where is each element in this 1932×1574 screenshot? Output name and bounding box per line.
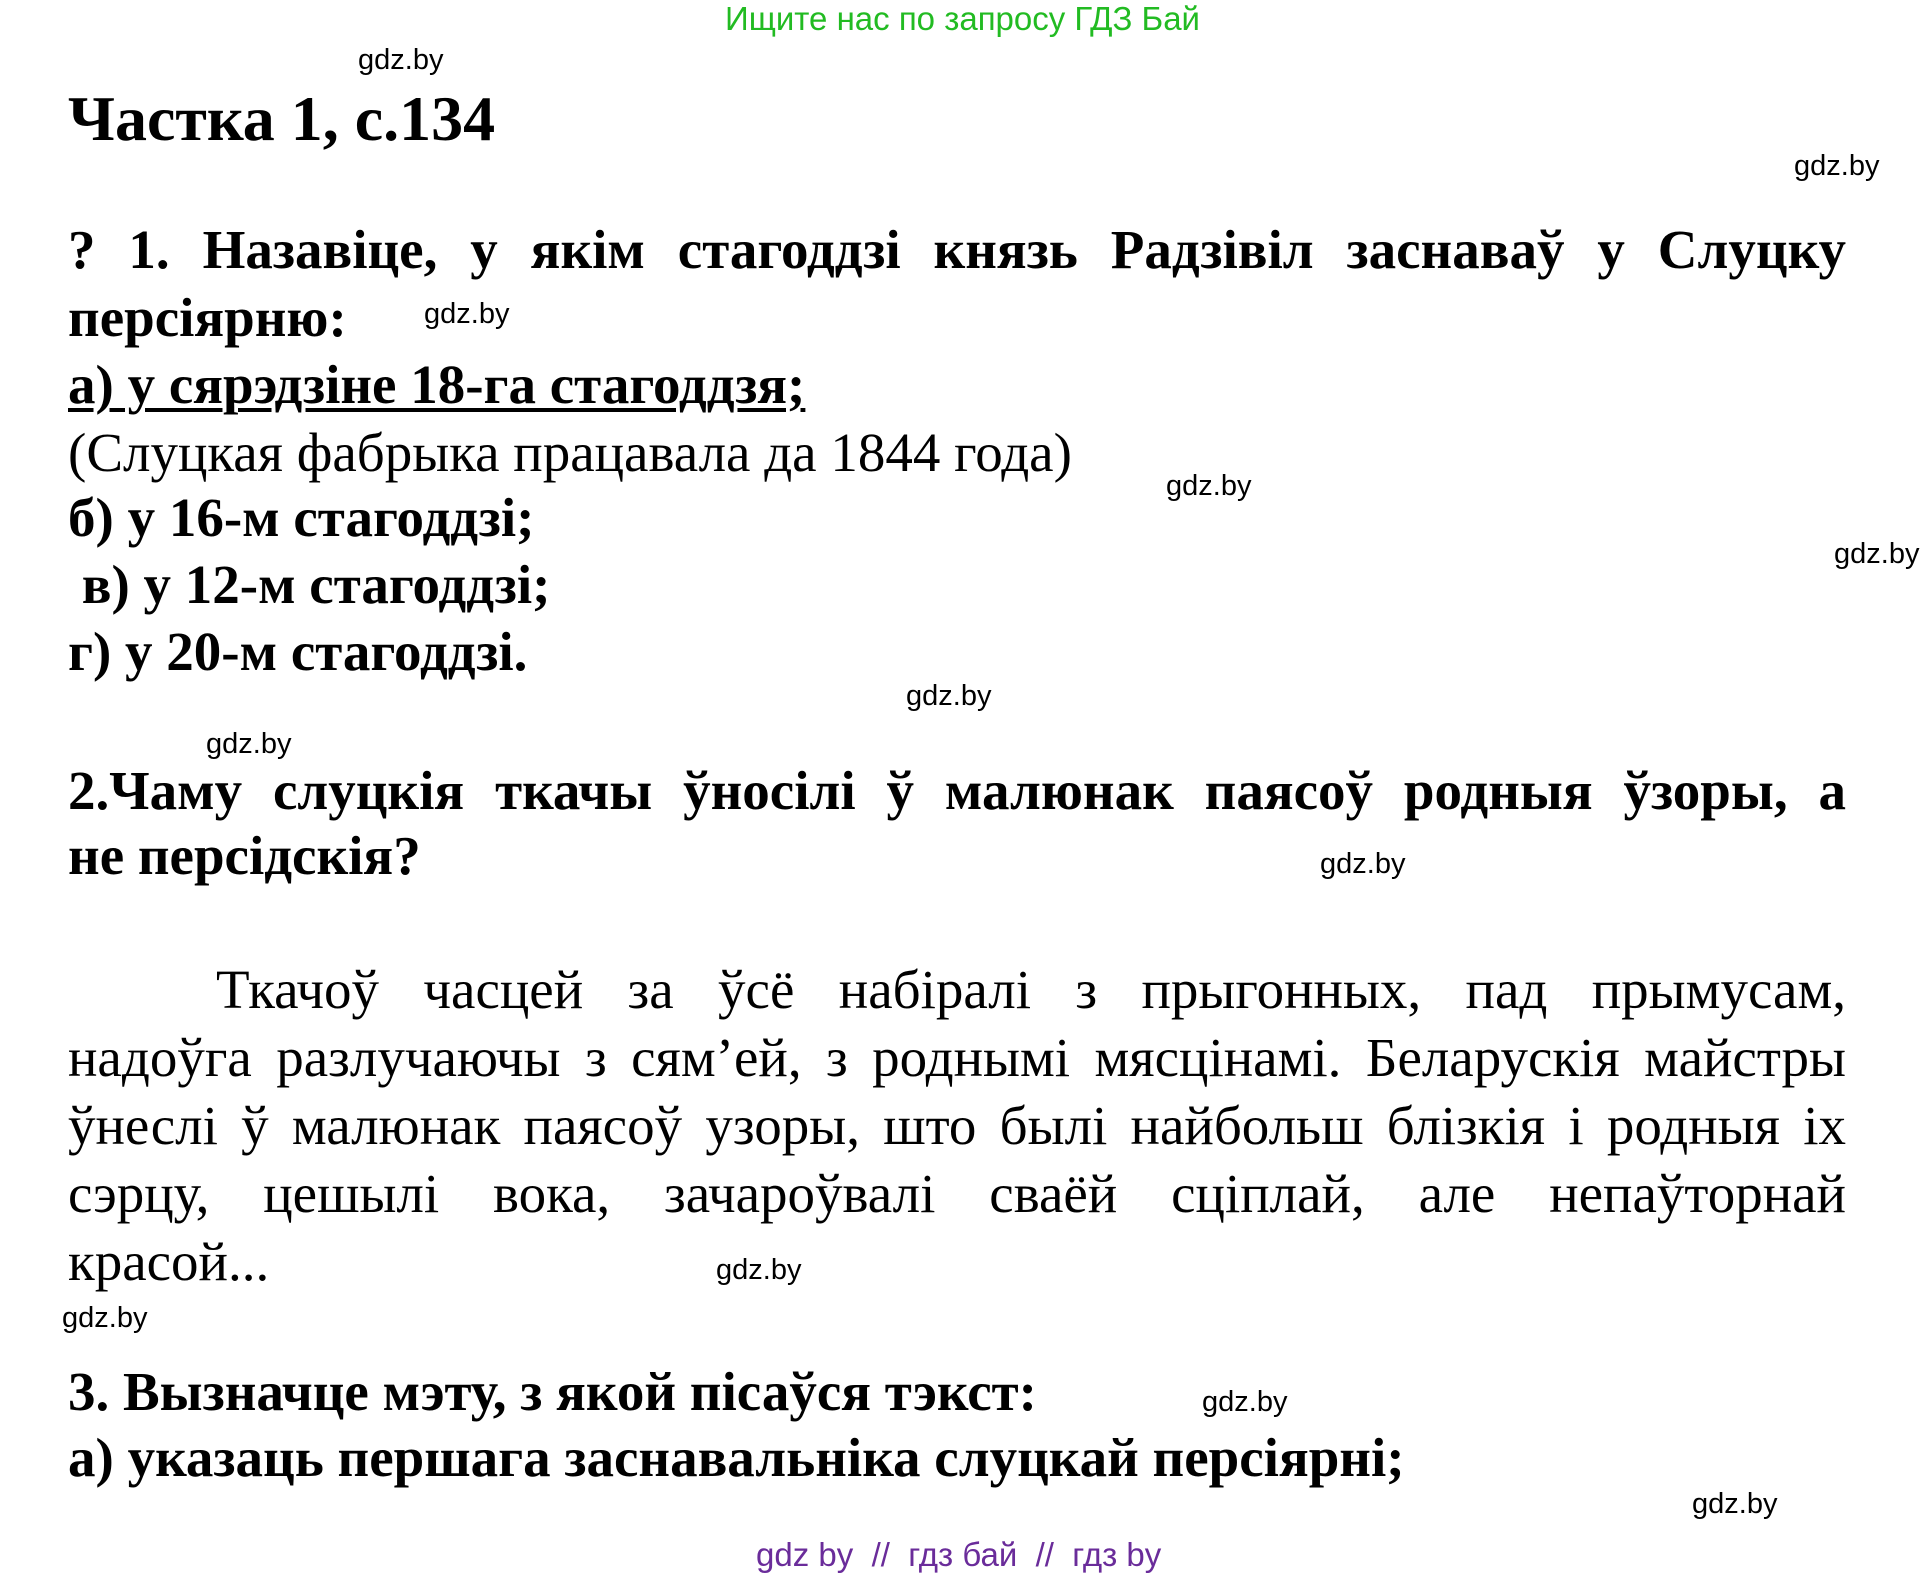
footer-links: gdz by // гдз бай // гдз by <box>756 1536 1162 1573</box>
answer-line: сэрцу, цешылі вока, зачароўвалі сваёй сціплай, але непаўторнай <box>68 1163 1846 1224</box>
q1-question <box>68 216 1846 284</box>
watermark: gdz.by <box>1166 470 1252 502</box>
q1-option-b: б) у 16-м стагоддзі; <box>68 487 535 548</box>
watermark: gdz.by <box>1320 848 1406 880</box>
q1-note: (Слуцкая фабрыка працавала да 1844 года) <box>68 422 1072 483</box>
top-banner: Ищите нас по запросу ГДЗ Бай <box>725 0 1200 37</box>
answer-line: Ткачоў часцей за ўсё набіралі з прыгонных, пад прымусам, <box>216 959 1846 1020</box>
q3-question: 3. Вызначце мэту, з якой пісаўся тэкст: <box>68 1361 1037 1422</box>
q1-question-line2: персіярню: <box>68 287 347 348</box>
watermark: gdz.by <box>424 298 510 330</box>
watermark: gdz.by <box>1834 538 1920 570</box>
watermark: gdz.by <box>206 728 292 760</box>
q1-option-v: в) у 12-м стагоддзі; <box>68 554 551 615</box>
answer-line: красой... <box>68 1231 270 1292</box>
q2-answer <box>68 956 1846 1296</box>
watermark: gdz.by <box>716 1254 802 1286</box>
watermark: gdz.by <box>1202 1386 1288 1418</box>
q1-question-line1: ? 1. Назавіце, у якім стагоддзі князь Радзівіл заснаваў у Слуцку <box>68 219 1846 280</box>
answer-line: ўнеслі ў малюнак паясоў узоры, што былі найбольш блізкія і родныя іх <box>68 1095 1846 1156</box>
watermark: gdz.by <box>358 44 444 76</box>
watermark: gdz.by <box>62 1302 148 1334</box>
watermark: gdz.by <box>1692 1488 1778 1520</box>
answer-line: надоўга разлучаючы з сям’ей, з роднымі мясцінамі. Беларускія майстры <box>68 1027 1846 1088</box>
q3-option-a: а) указаць першага заснавальніка слуцкай персіярні; <box>68 1427 1405 1488</box>
page-title: Частка 1, с.134 <box>68 83 496 154</box>
q2-question-line2: не персідскія? <box>68 825 421 886</box>
q1-option-a: а) у сярэдзіне 18-га стагоддзя; <box>68 354 806 415</box>
watermark: gdz.by <box>906 680 992 712</box>
q1-option-g: г) у 20-м стагоддзі. <box>68 621 528 682</box>
q2-question <box>68 757 1846 825</box>
watermark: gdz.by <box>1794 150 1880 182</box>
q2-question-line1: 2.Чаму слуцкія ткачы ўносілі ў малюнак паясоў родныя ўзоры, а <box>68 760 1846 821</box>
